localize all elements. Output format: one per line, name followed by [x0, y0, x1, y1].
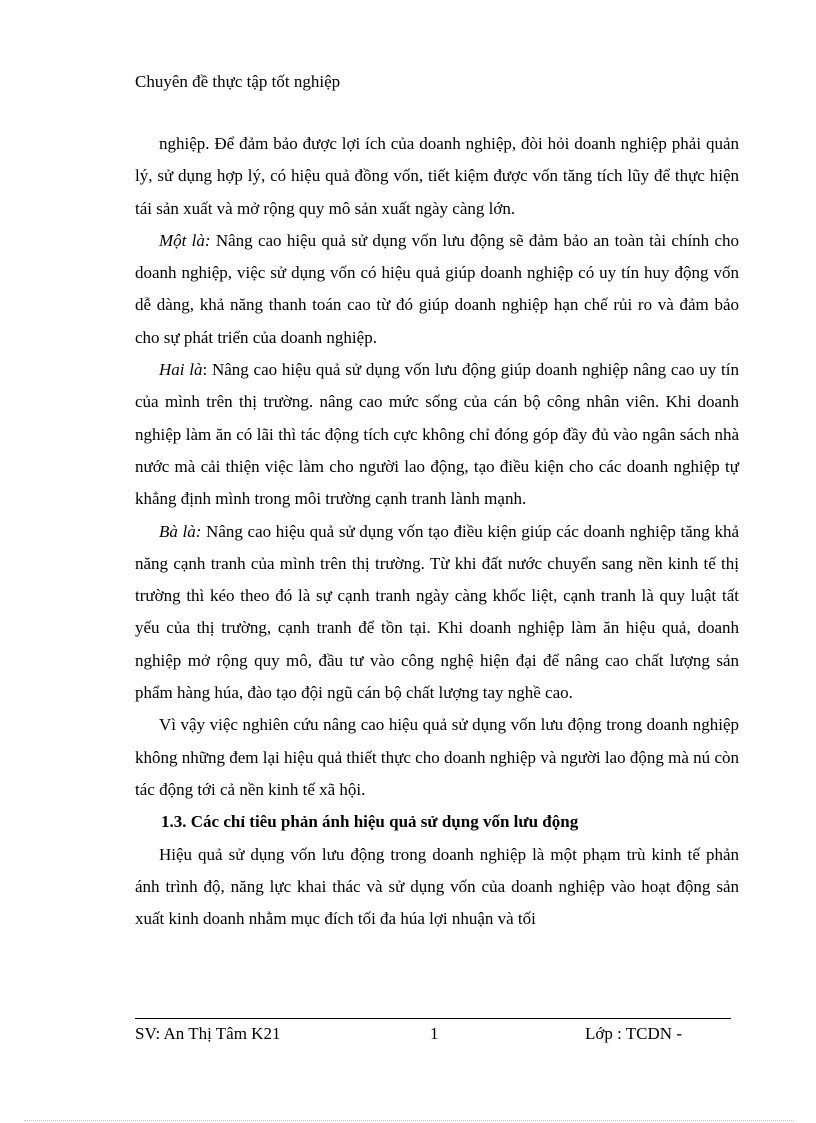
document-body: [135, 128, 739, 935]
page-boundary: [24, 1120, 794, 1121]
paragraph-text: : Nâng cao hiệu quả sử dụng vốn lưu động giúp doanh nghiệp nâng cao uy tín của mình trên thị trường. nâng cao mức sống của cán bộ công nhân viên. Khi doanh nghiệp làm ăn có lãi thì tác động tích cực không chỉ đóng góp đầy đủ vào ngân sách nhà nước mà cải thiện việc làm cho người lao động, tạo điều kiện cho các doanh nghiệp tự khẳng định mình trong môi trường cạnh tranh lành mạnh.: [135, 360, 739, 509]
footer-student: SV: An Thị Tâm K21: [135, 1024, 281, 1043]
paragraph-text: Nâng cao hiệu quả sử dụng vốn tạo điều kiện giúp các doanh nghiệp tăng khả năng cạnh tranh của mình trên thị trường. Từ khi đất nước chuyển sang nền kinh tế thị trường thì kéo theo đó là sự cạnh tranh ngày càng khốc liệt, cạnh tranh là quy luật tất yếu của thị trường, cạnh tranh để tồn tại. Khi doanh nghiệp làm ăn hiệu quả, doanh nghiệp mở rộng quy mô, đầu tư vào công nghệ hiện đại để nâng cao chất lượng sản phẩm hàng húa, đào tạo đội ngũ cán bộ chất lượng tay nghề cao.: [135, 521, 739, 703]
page-number: 1: [430, 1024, 439, 1043]
paragraph-intro: nghiệp. Để đảm bảo được lợi ích của doanh nghiệp, đòi hỏi doanh nghiệp phải quản lý, sử dụng hợp lý, có hiệu quả đồng vốn, tiết kiệm được vốn tăng tích lũy để thực hiện tái sản xuất và mở rộng quy mô sản xuất ngày càng lớn.: [135, 134, 739, 218]
paragraph-section-body: Hiệu quả sử dụng vốn lưu động trong doanh nghiệp là một phạm trù kinh tế phản ánh trình độ, năng lực khai thác và sử dụng vốn của doanh nghiệp vào hoạt động sản xuất kinh doanh nhằm mục đích tối đa húa lợi nhuận và tối: [135, 844, 739, 929]
footer-class: Lớp : TCDN -: [585, 1024, 682, 1043]
paragraph-ba-la: [135, 516, 739, 710]
paragraph-conclusion: Vì vậy việc nghiên cứu nâng cao hiệu quả sử dụng vốn lưu động trong doanh nghiệp không những đem lại hiệu quả thiết thực cho doanh nghiệp và người lao động mà nú còn tác động tới cả nền kinh tế xã hội.: [135, 715, 739, 799]
paragraph-hai-la: [135, 354, 739, 515]
running-header: Chuyên đề thực tập tốt nghiệp: [135, 72, 341, 91]
section-heading: 1.3. Các chỉ tiêu phản ánh hiệu quả sử dụng vốn lưu động: [161, 812, 579, 832]
footer-divider: [135, 1018, 731, 1019]
paragraph-lead-label: Hai là: [159, 360, 203, 380]
paragraph-mot-la: [135, 225, 739, 354]
paragraph-text: Nâng cao hiệu quả sử dụng vốn lưu động sẽ đảm bảo an toàn tài chính cho doanh nghiệp, việc sử dụng vốn có hiệu quả giúp doanh nghiệp có uy tín huy động vốn dễ dàng, khả năng thanh toán cao từ đó giúp doanh nghiệp hạn chế rủi ro và đảm bảo cho sự phát triển của doanh nghiệp.: [135, 230, 739, 347]
paragraph-lead-label: Một là:: [159, 230, 211, 250]
paragraph-lead-label: Bà là:: [159, 521, 202, 541]
